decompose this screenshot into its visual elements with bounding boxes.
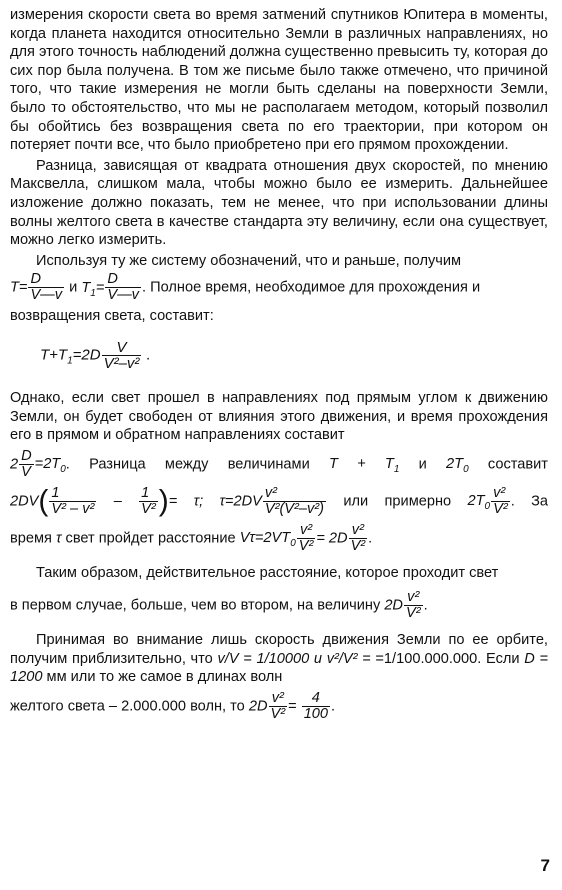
paragraph-5-line2: в первом случае, больше, чем во втором, на величину 2D $\frac{\text{v²}}{\text{V²}}$ . <box>10 589 428 622</box>
paragraph-1: измерения скорости света во время затмений спутников Юпитера в моменты, когда планета находится относительно Земли в различных направлениях, но для этого точность наблюдений должна существенно превысить ту, которая до сих пор была получена. В том же письме было также отмечено, что причиной того, что такие измерения не могли быть сделаны на поверхности Земли, было то обстоятельство, что мы не располагаем методом, который позволил бы обойтись без возвращения света по его траектории, при котором он потеряет почти все, что было приобретено при его прямом прохождении. <box>10 7 548 154</box>
paragraph-4-line4: время τ свет пройдет расстояние $V\tau=2VT_0$ $\frac{\text{v²}}{\text{V²}}$ = 2D $\frac{\text{v²}}{\text{V²}}$ . <box>10 521 373 554</box>
text: . Полное время, необходимое для прохождения и <box>141 279 481 296</box>
paragraph-2: Разница, зависящая от квадрата отношения двух скоростей, по мнению Максвелла, слишком мала, чтобы можно было ее измерить. Дальнейшее изложение должно показать, тем не менее, что при использовании длины волны желтого света в качестве стандарта эту величину, если она существует, можно легко измерить. <box>10 157 548 249</box>
fraction: $\frac{D}{V—v}$ <box>107 271 139 304</box>
fraction: $\frac{D}{V—v}$ <box>30 271 63 304</box>
page-body <box>10 6 548 722</box>
paragraph-6-line4: желтого света – 2.000.000 волн, то 2D $\frac{\text{v²}}{\text{V²}}$ = $\frac{4}{100}$ . <box>10 690 336 723</box>
paragraph-4-line2: 2 $\frac{D}{V}$ $=2T_0$. Разница между величинами $T + T_1$ и $2T_0$ составит <box>10 447 548 480</box>
paragraph-3-line3: возвращения света, составит: <box>10 308 214 325</box>
paragraph-6: Принимая во внимание лишь скорость движения Земли по ее орбите, получим приблизительно, что v/V = 1/10000 и v²/V² = =1/100.000.000. Если D = 1200 мм или то же самое в длинах волн <box>10 632 548 686</box>
conjunction: и <box>69 279 78 296</box>
symbol: $T_1=$ <box>81 279 105 299</box>
symbol: T= <box>10 279 28 296</box>
paragraph-3-line1: Используя ту же систему обозначений, что и раньше, получим <box>36 252 462 269</box>
paragraph-4: Однако, если свет прошел в направлениях под прямым углом к движению Земли, он будет свободен от влияния этого движения, и время прохождения его в прямом и обратном направлениях составит <box>10 389 548 444</box>
page-number: 7 <box>540 856 550 876</box>
paragraph-4-line3: 2DV( $\frac{1}{\text{V² – v²}}$ – $\frac{1}{\text{V²}}$ )= τ; τ=2DV $\frac{\text{v²}}{\text{V²(V²–v²)}}$ или примерно $2T_0$ $\frac{\text{v²}}{\text{V²}}$ . За <box>10 484 549 518</box>
paragraph-5: Таким образом, действительное расстояние, которое проходит свет <box>36 564 499 581</box>
fraction: $\frac{D}{V}$ <box>21 447 32 480</box>
paragraph-3-formula-line <box>10 272 548 303</box>
formula-1: $T+T_1=2D$ $\frac{V}{\text{V²–v²}}$ . <box>40 338 151 372</box>
